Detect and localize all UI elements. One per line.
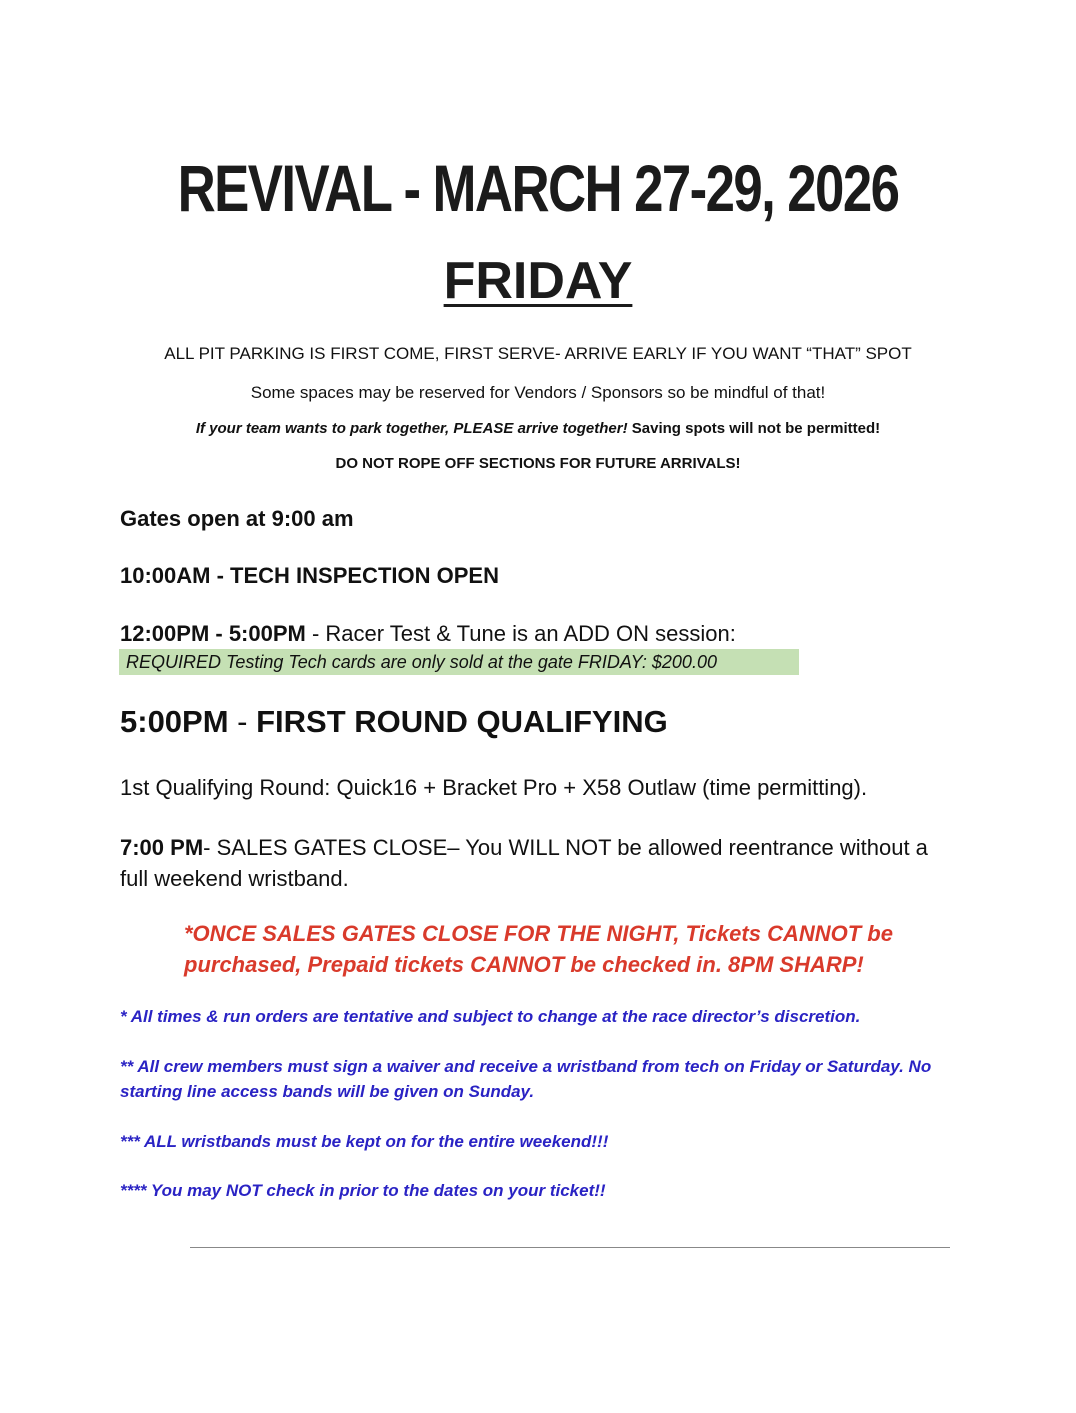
note-2: ** All crew members must sign a waiver and receive a wristband from tech on Friday or Saturday. No starting line access bands will be given on Sunday.	[120, 1057, 932, 1101]
note-1: * All times & run orders are tentative and subject to change at the race director’s discretion.	[120, 1007, 861, 1026]
test-and-tune	[120, 620, 736, 648]
sales-gates-close	[120, 832, 940, 894]
event-title: REVIVAL - MARCH 27-29, 2026	[177, 151, 899, 225]
close-time: 7:00 PM	[120, 835, 204, 860]
qualifying-round: 1st Qualifying Round: Quick16 + Bracket Pro + X58 Outlaw (time permitting).	[120, 775, 868, 800]
warning-text: *ONCE SALES GATES CLOSE FOR THE NIGHT, Tickets CANNOT be purchased, Prepaid tickets CANNOT be checked in. 8PM SHARP!	[184, 921, 893, 977]
test-time: 12:00PM - 5:00PM	[120, 621, 306, 646]
qual-time: 5:00PM	[120, 704, 229, 739]
tech-inspection: 10:00AM - TECH INSPECTION OPEN	[120, 563, 499, 588]
close-text: - SALES GATES CLOSE– You WILL NOT be allowed reentrance without a full weekend wristband.	[120, 835, 928, 891]
parking-rule-3-rest: Saving spots will not be permitted!	[627, 420, 881, 437]
note-4: **** You may NOT check in prior to the dates on your ticket!!	[120, 1181, 606, 1200]
parking-rule-3	[0, 420, 1076, 437]
gates-open: Gates open at 9:00 am	[120, 506, 354, 531]
qualifying-heading	[120, 704, 668, 740]
day-heading: FRIDAY	[443, 252, 633, 310]
parking-rule-1: ALL PIT PARKING IS FIRST COME, FIRST SERVE- ARRIVE EARLY IF YOU WANT “THAT” SPOT	[164, 344, 912, 363]
test-text: - Racer Test & Tune is an ADD ON session:	[305, 621, 736, 646]
qual-text: FIRST ROUND QUALIFYING	[256, 704, 668, 739]
parking-rule-2: Some spaces may be reserved for Vendors / Sponsors so be mindful of that!	[250, 383, 826, 402]
parking-rule-3-italic: If your team wants to park together, PLEASE arrive together!	[195, 420, 628, 437]
qual-sep: -	[228, 704, 257, 739]
horizontal-rule	[190, 1247, 950, 1248]
note-3: *** ALL wristbands must be kept on for the entire weekend!!!	[120, 1132, 609, 1151]
parking-rule-4: DO NOT ROPE OFF SECTIONS FOR FUTURE ARRIVALS!	[335, 455, 741, 472]
test-note: REQUIRED Testing Tech cards are only sold at the gate FRIDAY: $200.00	[126, 652, 717, 672]
